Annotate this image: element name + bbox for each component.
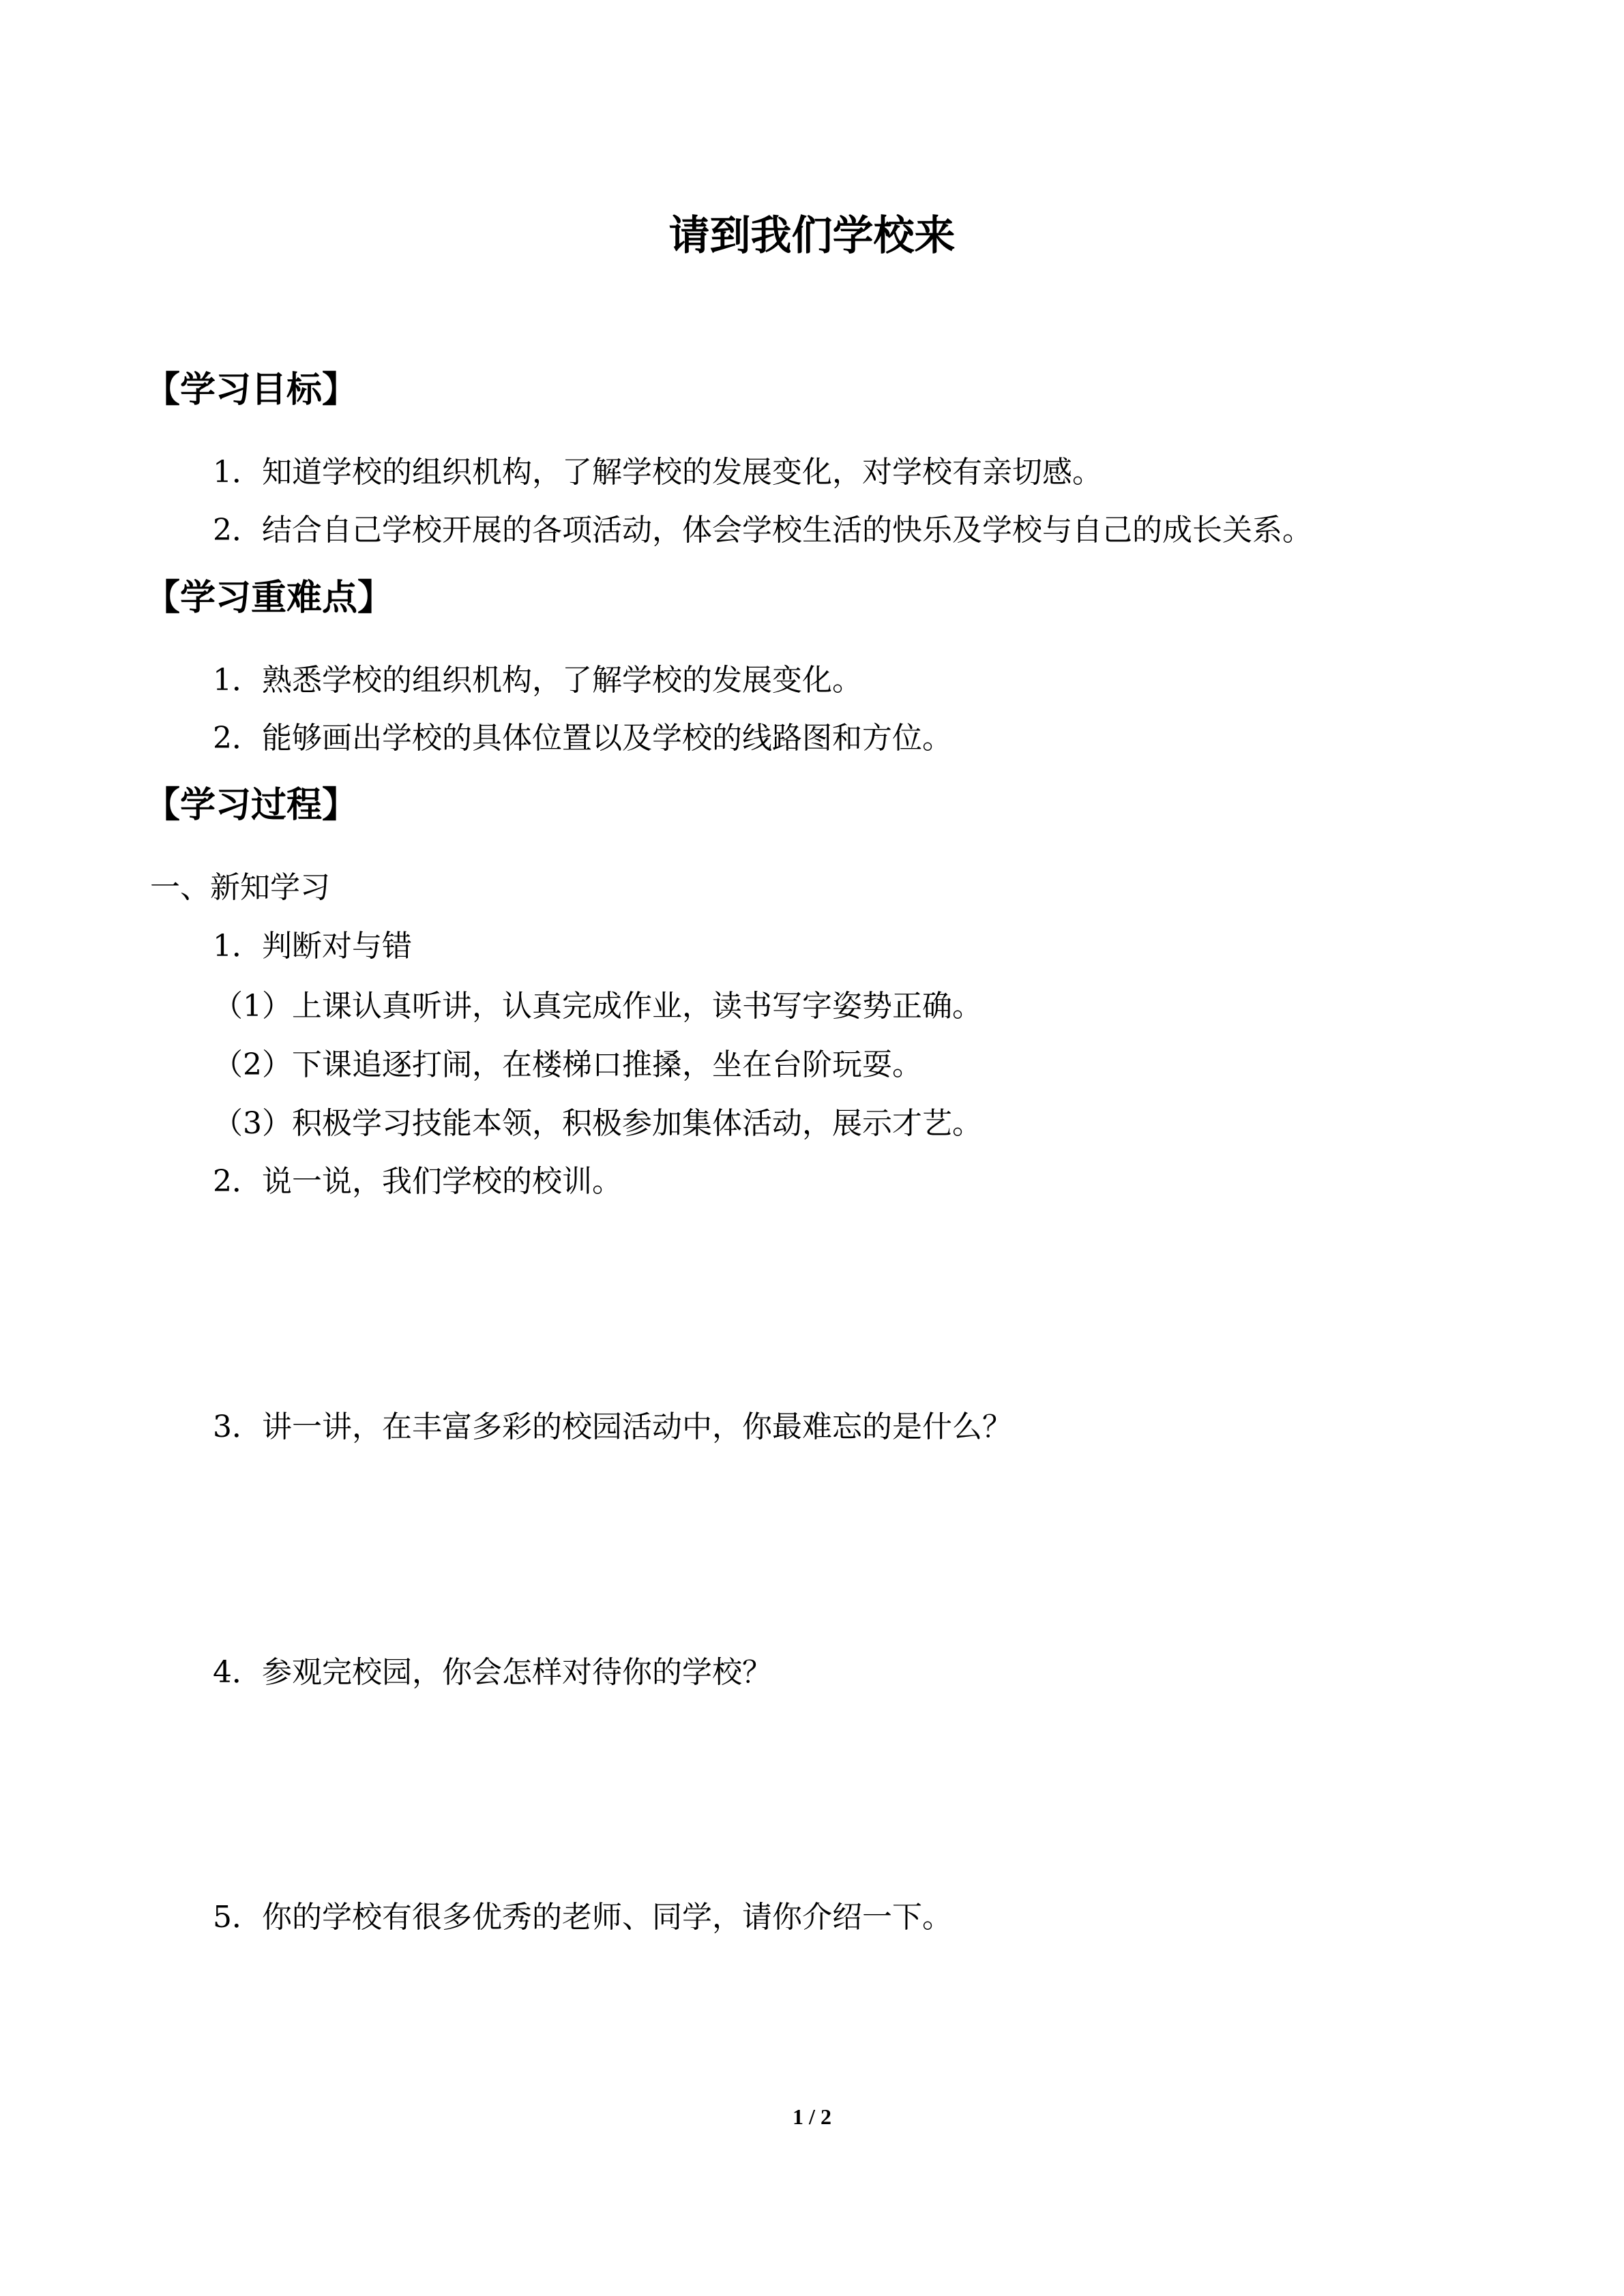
objective-item-2: 2．结合自己学校开展的各项活动，体会学校生活的快乐及学校与自己的成长关系。: [213, 513, 1312, 548]
key-point-item-1: 1．熟悉学校的组织机构，了解学校的发展变化。: [213, 663, 862, 698]
key-points-heading: 【学习重难点】: [145, 578, 394, 618]
question-1-item-3: （3）积极学习技能本领，积极参加集体活动，展示才艺。: [213, 1106, 982, 1141]
question-1-item-1: （1）上课认真听讲，认真完成作业，读书写字姿势正确。: [213, 989, 982, 1024]
objective-item-1: 1．知道学校的组织机构，了解学校的发展变化，对学校有亲切感。: [213, 455, 1102, 490]
key-point-item-2: 2．能够画出学校的具体位置以及学校的线路图和方位。: [213, 721, 952, 756]
question-1: 1．判断对与错: [213, 929, 412, 964]
question-2: 2．说一说，我们学校的校训。: [213, 1164, 622, 1199]
question-5: 5．你的学校有很多优秀的老师、同学，请你介绍一下。: [213, 1900, 952, 1935]
page-number: 1 / 2: [793, 2104, 831, 2129]
question-1-item-2: （2）下课追逐打闹，在楼梯口推搡，坐在台阶玩耍。: [213, 1047, 922, 1082]
page-title: 请到我们学校来: [668, 212, 956, 260]
part-one-label: 一、新知学习: [150, 870, 330, 905]
question-4: 4．参观完校园，你会怎样对待你的学校？: [213, 1655, 772, 1690]
process-heading: 【学习过程】: [145, 785, 358, 826]
question-3: 3．讲一讲，在丰富多彩的校园活动中，你最难忘的是什么？: [213, 1410, 1012, 1444]
objectives-heading: 【学习目标】: [145, 370, 358, 411]
